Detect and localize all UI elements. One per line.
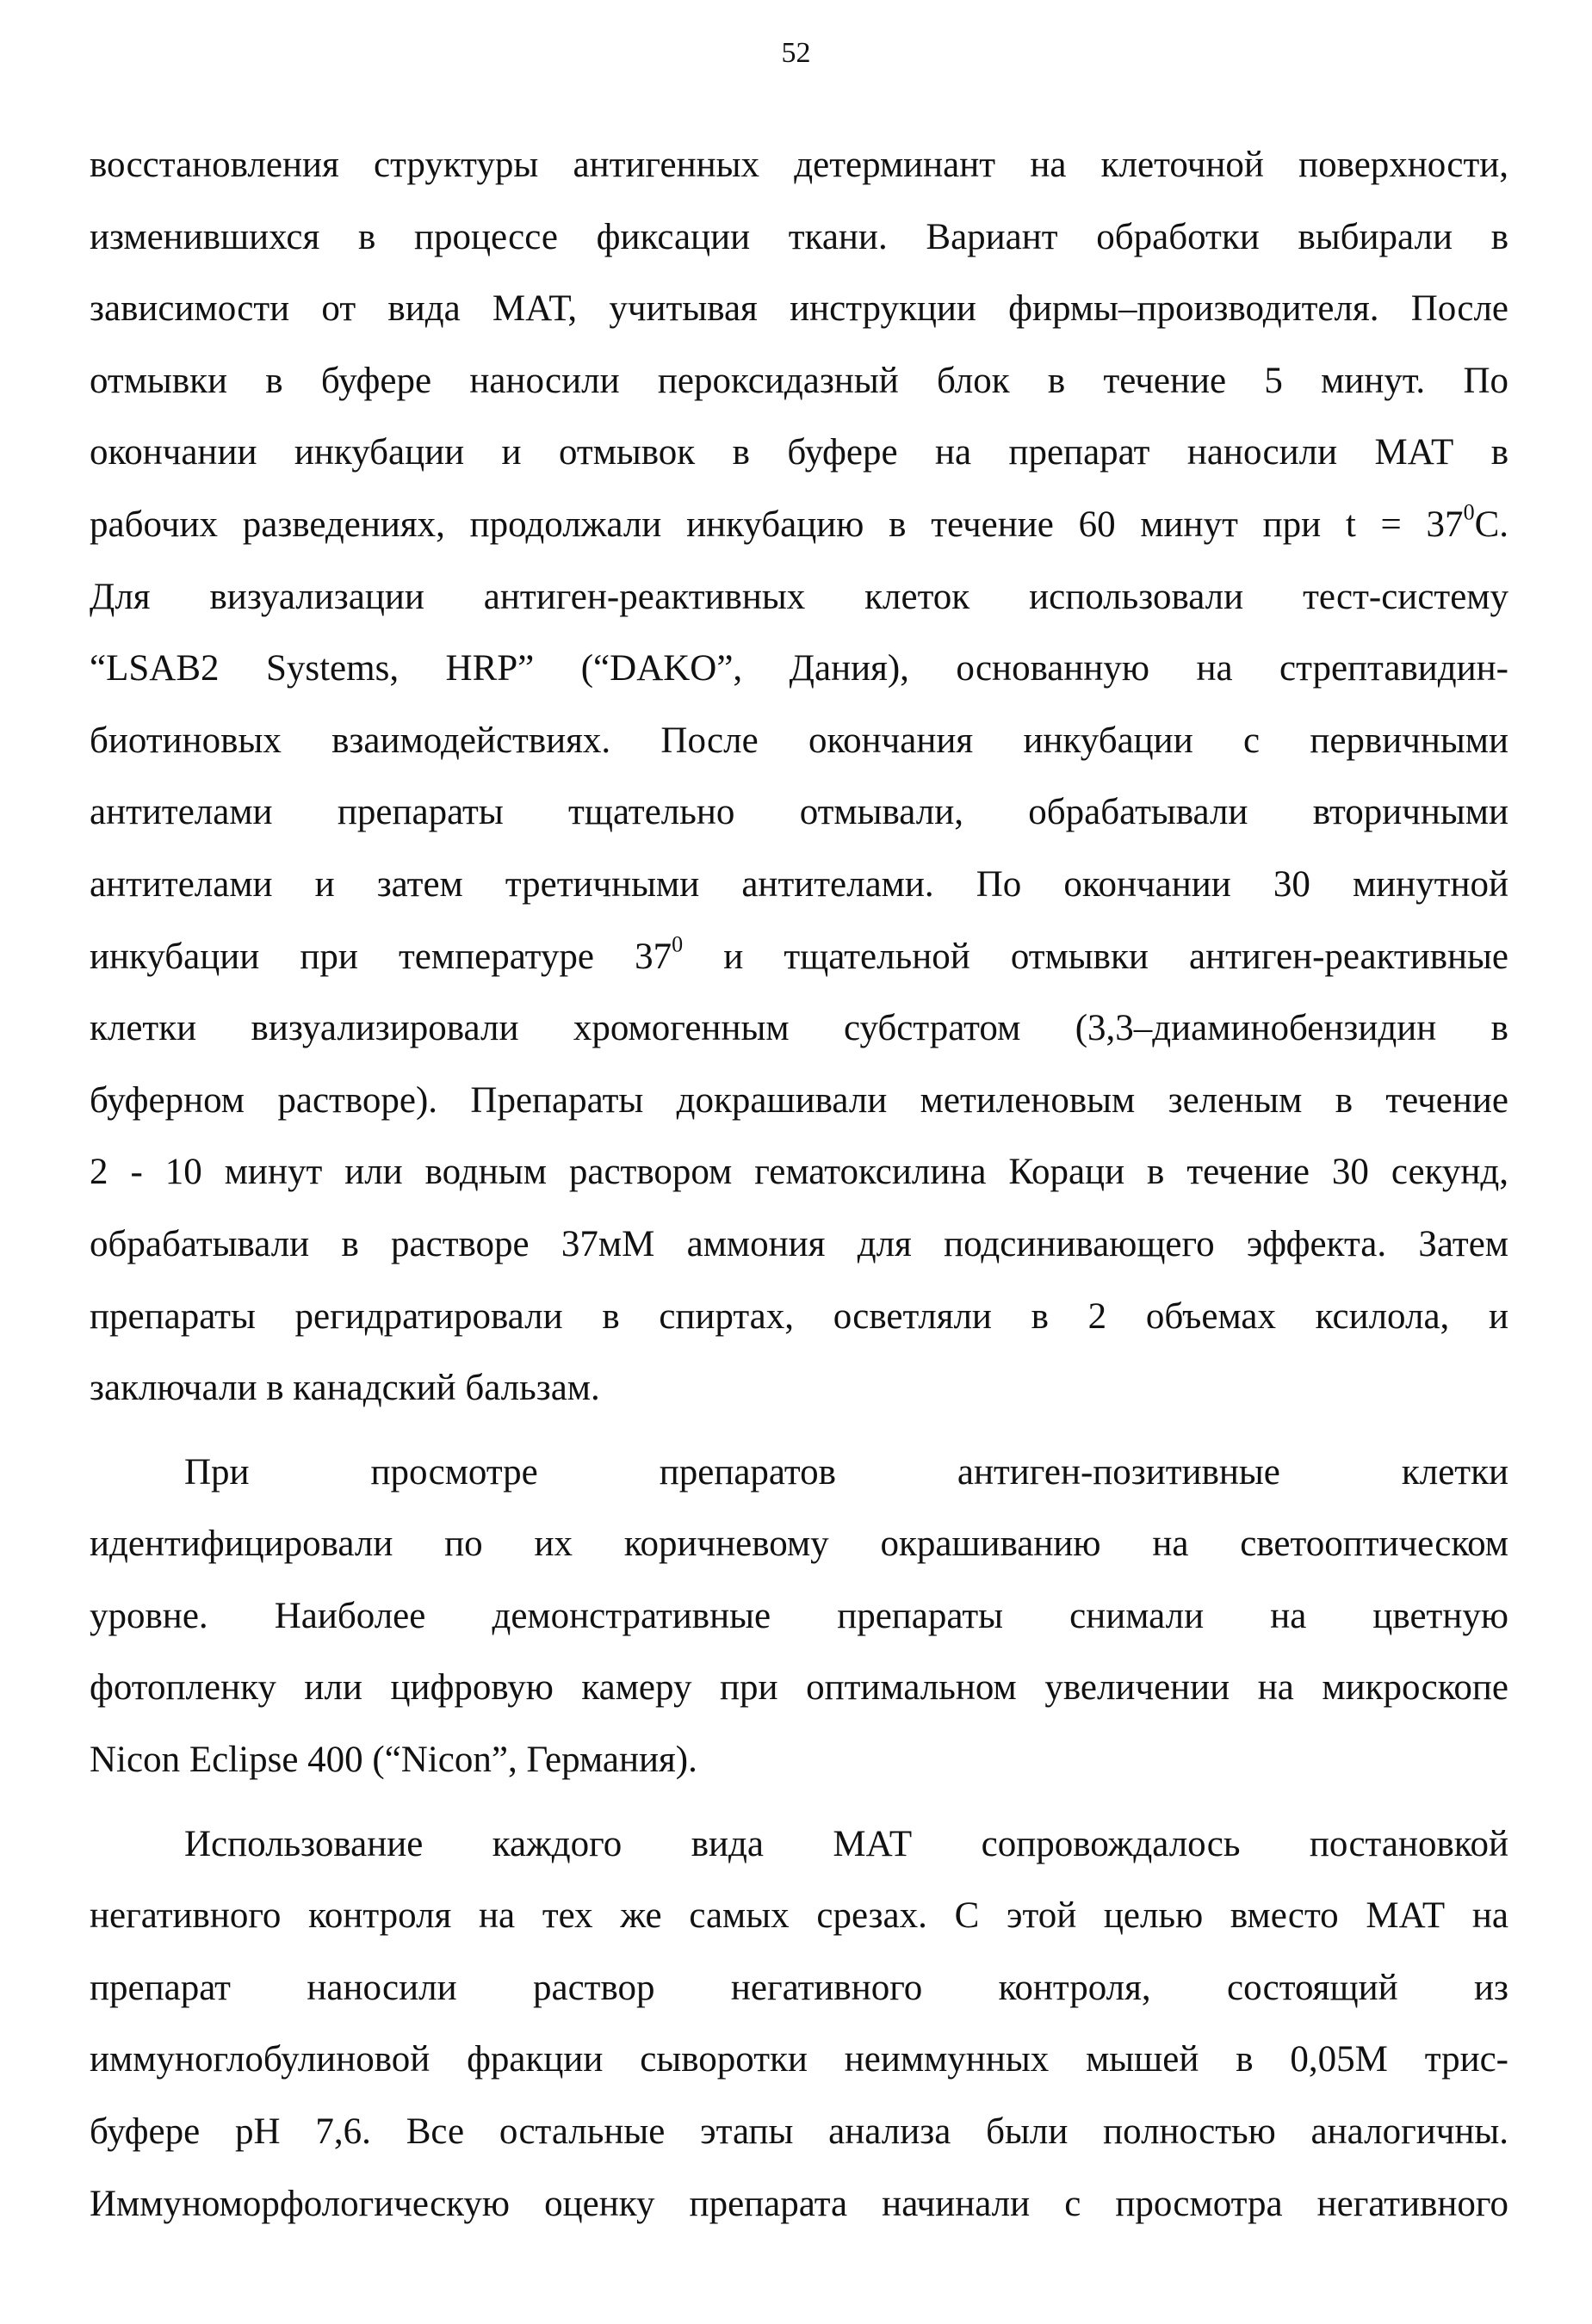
text-line: антителами и затем третичными антителами. По окончании 30 минутной	[90, 863, 1508, 905]
text-line: При просмотре препаратов антиген-позитивные клетки	[184, 1451, 1508, 1493]
text-line: Nicon Eclipse 400 (“Nicon”, Германия).	[90, 1740, 697, 1781]
text-line: препараты регидратировали в спиртах, осветляли в 2 объемах ксилола, и	[90, 1295, 1508, 1337]
paragraph-gap	[90, 1425, 1508, 1437]
text-line: буферном растворе). Препараты докрашивали метиленовым зеленым в течение	[90, 1079, 1508, 1121]
text-line: идентифицировали по их коричневому окрашиванию на светооптическом	[90, 1524, 1508, 1565]
text-line: изменившихся в процессе фиксации ткани. Вариант обработки выбирали в	[90, 216, 1508, 257]
text-line: “LSAB2 Systems, HRP” (“DAKO”, Дания), основанную на стрептавидин-	[90, 648, 1508, 689]
text-line: биотиновых взаимодействиях. После окончания инкубации с первичными	[90, 720, 1508, 761]
text-line	[90, 489, 1508, 561]
text-line: препарат наносили раствор негативного контроля, состоящий из	[90, 1967, 1508, 2008]
text-line: уровне. Наиболее демонстративные препараты снимали на цветную	[90, 1595, 1508, 1636]
text-line: фотопленку или цифровую камеру при оптимальном увеличении на микроскопе	[90, 1667, 1508, 1709]
text-segment: С.	[1474, 504, 1508, 545]
page-number: 52	[781, 37, 811, 69]
text-line: Иммуноморфологическую оценку препарата начинали с просмотра негативного	[90, 2183, 1508, 2224]
text-line: клетки визуализировали хромогенным субстратом (3,3–диаминобензидин в	[90, 1008, 1508, 1049]
text-line	[90, 921, 1508, 993]
paragraph-1	[90, 129, 1508, 1425]
paragraph-gap	[90, 1796, 1508, 1808]
text-line: восстановления структуры антигенных детерминант на клеточной поверхности,	[90, 145, 1508, 185]
paragraph-3	[90, 1808, 1508, 2241]
text-line: отмывки в буфере наносили пероксидазный блок в течение 5 минут. По	[90, 360, 1508, 401]
text-segment: рабочих разведениях, продолжали инкубацию в течение 60 минут при t = 37	[90, 504, 1464, 545]
text-line: Использование каждого вида МАТ сопровождалось постановкой	[184, 1823, 1508, 1864]
text-line: негативного контроля на тех же самых срезах. С этой целью вместо МАТ на	[90, 1895, 1508, 1937]
text-line: заключали в канадский бальзам.	[90, 1368, 600, 1409]
text-line: Для визуализации антиген-реактивных клеток использовали тест-систему	[90, 576, 1508, 617]
text-line: антителами препараты тщательно отмывали, обрабатывали вторичными	[90, 792, 1508, 833]
body-text	[90, 129, 1508, 2240]
superscript: 0	[672, 931, 684, 957]
text-line: иммуноглобулиновой фракции сыворотки неиммунных мышей в 0,05М трис-	[90, 2039, 1508, 2080]
paragraph-2	[90, 1437, 1508, 1796]
text-line: 2 - 10 минут или водным раствором гематоксилина Кораци в течение 30 секунд,	[90, 1152, 1508, 1193]
text-line: обрабатывали в растворе 37мМ аммония для подсинивающего эффекта. Затем	[90, 1223, 1508, 1264]
text-line: окончании инкубации и отмывок в буфере на препарат наносили МАТ в	[90, 432, 1508, 473]
text-line: зависимости от вида МАТ, учитывая инструкции фирмы–производителя. После	[90, 288, 1508, 330]
text-line: буфере pH 7,6. Все остальные этапы анализа были полностью аналогичны.	[90, 2111, 1508, 2153]
superscript: 0	[1463, 499, 1475, 525]
text-segment: инкубации при температуре 37	[90, 936, 672, 977]
text-segment: и тщательной отмывки антиген-реактивные	[683, 936, 1508, 977]
